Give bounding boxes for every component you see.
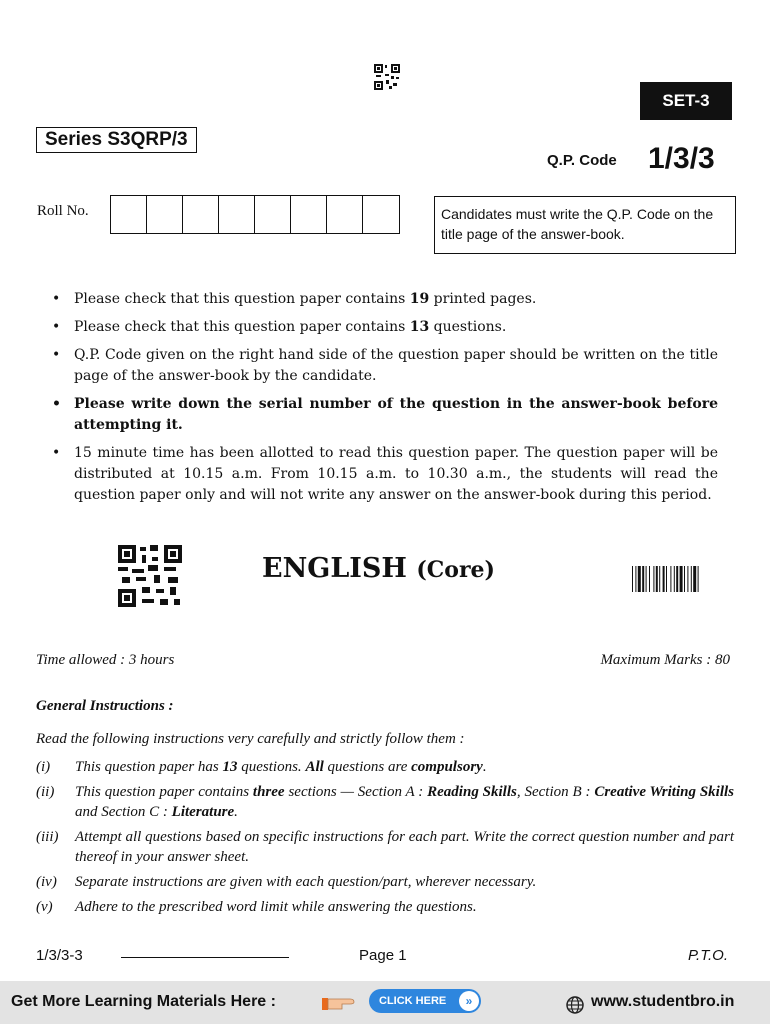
pointing-hand-icon bbox=[320, 992, 360, 1018]
subject-sub: (Core) bbox=[416, 557, 495, 583]
series-label: Series S3QRP/3 bbox=[36, 127, 197, 153]
globe-icon bbox=[565, 995, 585, 1019]
time-allowed: Time allowed : 3 hours bbox=[36, 652, 175, 668]
barcode-bar bbox=[676, 566, 678, 592]
qp-code-value: 1/3/3 bbox=[648, 142, 715, 175]
note-item: • Q.P. Code given on the right hand side of the question paper should be written on the title page of the answer-book by the candidate. bbox=[50, 345, 718, 387]
barcode-bar bbox=[656, 566, 658, 592]
set-badge: SET-3 bbox=[640, 82, 732, 120]
barcode-bar bbox=[653, 566, 654, 592]
maximum-marks: Maximum Marks : 80 bbox=[600, 652, 730, 668]
barcode-bar bbox=[666, 566, 667, 592]
barcode-bar bbox=[649, 566, 650, 592]
roll-box[interactable] bbox=[255, 196, 291, 233]
note-item: • Please check that this question paper contains 19 printed pages. bbox=[50, 289, 718, 310]
barcode-bar bbox=[638, 566, 641, 592]
click-here-label: CLICK HERE bbox=[379, 995, 447, 1007]
barcode-bar bbox=[674, 566, 675, 592]
roll-box[interactable] bbox=[363, 196, 399, 233]
instruction-item: (iii) Attempt all questions based on specific instructions for each part. Write the correct question number and part thereof in your answer sheet. bbox=[36, 829, 734, 865]
note-item: • 15 minute time has been allotted to read this question paper. The question paper will be distributed at 10.15 a.m. From 10.15 a.m. to 10.30 a.m., the students will read the question paper only and will not write any answer on the answer-book during this period. bbox=[50, 443, 718, 506]
barcode-bar bbox=[670, 566, 671, 592]
page-number: Page 1 bbox=[359, 947, 407, 964]
barcode-bar bbox=[663, 566, 665, 592]
roll-no-label: Roll No. bbox=[37, 203, 89, 219]
note-item: • Please check that this question paper contains 13 questions. bbox=[50, 317, 718, 338]
instruction-item: (iv) Separate instructions are given with each question/part, wherever necessary. bbox=[36, 874, 537, 890]
candidate-note: Candidates must write the Q.P. Code on the title page of the answer-book. bbox=[434, 196, 736, 254]
pto-label: P.T.O. bbox=[687, 947, 728, 964]
instruction-item: (ii) This question paper contains three sections — Section A : Reading Skills, Section B : Creative Writing Skills and Section C : Literature. bbox=[36, 784, 734, 820]
barcode-bar bbox=[646, 566, 647, 592]
barcode-bar bbox=[659, 566, 660, 592]
roll-box[interactable] bbox=[327, 196, 363, 233]
roll-no-boxes[interactable] bbox=[110, 195, 400, 234]
double-chevron-right-icon: » bbox=[459, 991, 479, 1011]
instruction-item: (v) Adhere to the prescribed word limit while answering the questions. bbox=[36, 899, 477, 915]
barcode-bar bbox=[687, 566, 688, 592]
barcode-bar bbox=[680, 566, 683, 592]
preliminary-notes bbox=[50, 289, 718, 513]
barcode bbox=[632, 566, 728, 592]
small-qr-code bbox=[374, 64, 400, 94]
roll-box[interactable] bbox=[147, 196, 183, 233]
barcode-bar bbox=[642, 566, 644, 592]
footer-code: 1/3/3-3 bbox=[36, 947, 83, 964]
get-more-text: Get More Learning Materials Here : bbox=[11, 993, 276, 1010]
barcode-bar bbox=[635, 566, 636, 592]
barcode-bar bbox=[698, 566, 699, 592]
roll-box[interactable] bbox=[183, 196, 219, 233]
qr-code bbox=[118, 545, 182, 611]
website-link[interactable]: www.studentbro.in bbox=[591, 993, 735, 1010]
instruction-list bbox=[36, 757, 734, 922]
subject-title bbox=[262, 553, 495, 584]
click-here-button[interactable] bbox=[369, 989, 481, 1013]
qp-code-label: Q.P. Code bbox=[547, 152, 617, 169]
barcode-bar bbox=[632, 566, 633, 592]
roll-box[interactable] bbox=[111, 196, 147, 233]
subject-main: ENGLISH bbox=[262, 553, 407, 584]
footer-divider bbox=[121, 957, 289, 958]
general-instructions-heading: General Instructions : bbox=[36, 698, 174, 714]
roll-box[interactable] bbox=[291, 196, 327, 233]
barcode-bar bbox=[693, 566, 696, 592]
barcode-bar bbox=[691, 566, 692, 592]
barcode-bar bbox=[684, 566, 685, 592]
note-item: • Please write down the serial number of the question in the answer-book before attempting it. bbox=[50, 394, 718, 436]
instructions-intro: Read the following instructions very carefully and strictly follow them : bbox=[36, 731, 465, 747]
instruction-item: (i) This question paper has 13 questions. All questions are compulsory. bbox=[36, 759, 487, 775]
roll-box[interactable] bbox=[219, 196, 255, 233]
